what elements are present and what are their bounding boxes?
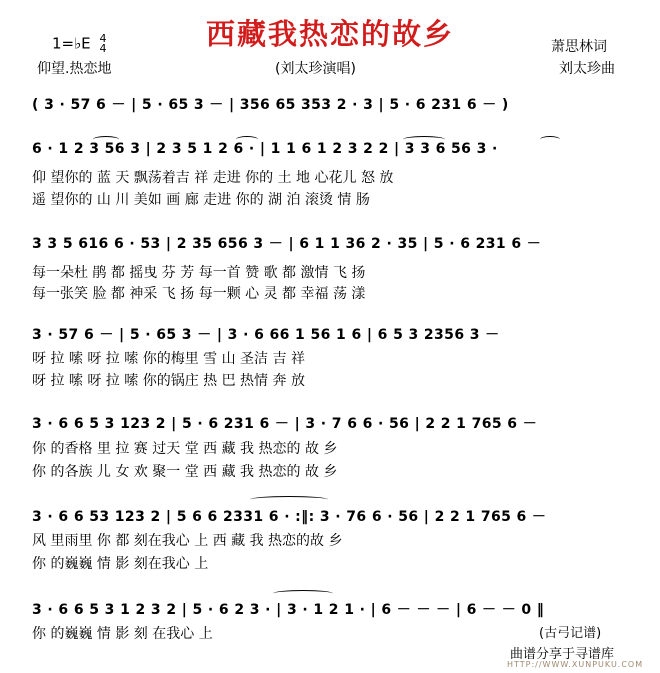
- lyric-line-2a: 仰 望你的 蓝 天 飘荡着吉 祥 走进 你的 土 地 心花儿 怒 放: [32, 170, 394, 186]
- slur-mark: [250, 496, 328, 503]
- slur-mark: [273, 590, 333, 597]
- notation-line-7: 3 · 6 6 5 3 1 2 3 2 | 5 · 6 2 3 · | 3 · 1 2 1 · | 6 － － － | 6 － － 0 ‖: [32, 602, 545, 618]
- lyric-line-6a: 风 里雨里 你 都 刻在我心 上 西 藏 我 热恋的故 乡: [32, 533, 343, 549]
- notation-line-5: 3 · 6 6 5 3 123 2 | 5 · 6 231 6 － | 3 · 7 6 6 · 56 | 2 2 1 765 6 －: [32, 416, 538, 432]
- notation-line-6: 3 · 6 6 53 123 2 | 5 6 6 2331 6 · :‖: 3 · 76 6 · 56 | 2 2 1 765 6 －: [32, 509, 547, 525]
- lyric-line-5a: 你 的香格 里 拉 赛 过天 堂 西 藏 我 热恋的 故 乡: [32, 441, 338, 457]
- slur-mark: [236, 136, 258, 143]
- notation-line-3: 3 3 5 616 6 · 53 | 2 35 656 3 － | 6 1 1 36 2 · 35 | 5 · 6 231 6 －: [32, 236, 542, 252]
- key-label: 1=♭E: [52, 34, 91, 53]
- slur-mark: [540, 136, 560, 143]
- lyric-line-4a: 呀 拉 嗦 呀 拉 嗦 你的梅里 雪 山 圣洁 吉 祥: [32, 351, 305, 367]
- transcriber-note: (古弓记谱): [539, 626, 602, 641]
- site-url[interactable]: HTTP://WWW.XUNPUKU.COM: [507, 660, 644, 669]
- slur-mark: [93, 136, 119, 143]
- lyric-line-3a: 每一朵杜 鹃 都 摇曳 芬 芳 每一首 赞 歌 都 激情 飞 扬: [32, 265, 366, 281]
- time-bottom: 4: [99, 42, 107, 55]
- lyric-line-6b: 你 的巍巍 情 影 刻在我心 上: [32, 556, 209, 572]
- lyric-line-4b: 呀 拉 嗦 呀 拉 嗦 你的锅庄 热 巴 热情 奔 放: [32, 373, 305, 389]
- notation-line-4: 3 · 57 6 － | 5 · 65 3 － | 3 · 6 66 1 56 1 6 | 6 5 3 2356 3 －: [32, 327, 500, 343]
- page-title: 西藏我热恋的故乡: [205, 17, 454, 51]
- lyric-line-3b: 每一张笑 脸 都 神采 飞 扬 每一颗 心 灵 都 幸福 荡 漾: [32, 286, 366, 302]
- singer: (刘太珍演唱): [275, 61, 356, 77]
- lyricist: 萧思林词: [551, 39, 607, 55]
- notation-line-1: ( 3 · 57 6 － | 5 · 65 3 － | 356 65 353 2 · 3 | 5 · 6 231 6 － ): [32, 97, 509, 113]
- slur-mark: [403, 136, 445, 143]
- lyric-line-7a: 你 的巍巍 情 影 刻 在我心 上: [32, 626, 213, 642]
- lyric-line-2b: 遥 望你的 山 川 美如 画 廊 走进 你的 湖 泊 滚烫 情 肠: [32, 192, 370, 208]
- composer: 刘太珍曲: [559, 61, 615, 77]
- time-top: 4: [99, 32, 107, 45]
- share-text: 曲谱分享于寻谱库: [510, 647, 615, 662]
- lyric-line-5b: 你 的各族 儿 女 欢 聚一 堂 西 藏 我 热恋的 故 乡: [32, 464, 338, 480]
- tempo-mood: 仰望.热恋地: [37, 61, 112, 77]
- notation-line-2: 6 · 1 2 3 56 3 | 2 3 5 1 2 6 · | 1 1 6 1 2 3 2 2 | 3 3 6 56 3 ·: [32, 141, 498, 157]
